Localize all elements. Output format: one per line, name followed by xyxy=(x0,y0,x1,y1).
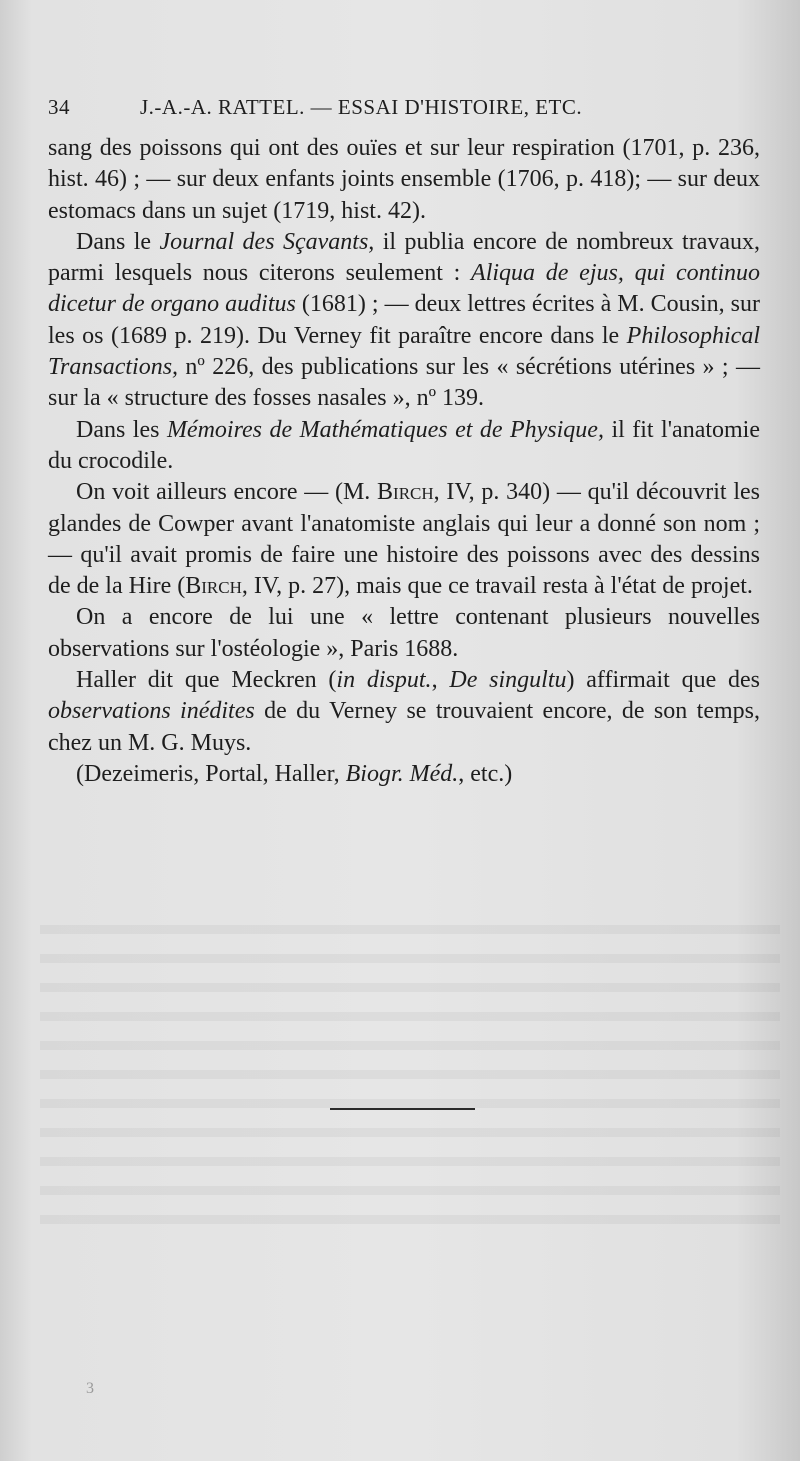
italic-text: De singultu xyxy=(449,667,567,694)
paragraph xyxy=(48,759,760,790)
show-through-texture xyxy=(40,905,780,1225)
page-header xyxy=(48,95,760,125)
text-run: IV, p. 340) — qu'il découvrit les glandes de Cowper avant l'anatomiste anglais qui leur a donné son nom ; — qu'il avait promis de faire une histoire des poissons avec des dessins de de la Hire ( xyxy=(48,479,760,600)
section-rule xyxy=(330,1108,475,1110)
italic-text: Mémoires de Mathématiques et de Physique, xyxy=(166,416,604,443)
text-run: On a encore de lui une « lettre contenant plusieurs nouvelles observations sur l'ostéologie », Paris 1688. xyxy=(48,604,760,662)
small-caps-text: Birch, xyxy=(377,479,440,506)
italic-text: Journal des Sçavants, xyxy=(159,228,375,255)
italic-text: in disput. xyxy=(336,667,432,694)
text-run: nº 226, des publications sur les « sécrétions utérines » ; — sur la « structure des fosses nasales », nº 139. xyxy=(48,354,760,412)
italic-text: Biogr. Méd. xyxy=(345,760,459,787)
paragraph xyxy=(48,133,760,227)
text-run: Dans le xyxy=(76,228,160,255)
text-run: IV, p. 27), mais que ce travail resta à l'état de projet. xyxy=(247,573,753,600)
text-run: ) affirmait que des xyxy=(566,667,761,694)
page-number: 34 xyxy=(48,95,70,119)
text-run: On voit ailleurs encore — (M. xyxy=(76,479,378,506)
text-run: , xyxy=(431,667,450,694)
paragraph xyxy=(48,477,760,602)
paragraph xyxy=(48,227,760,415)
text-run: Haller dit que Meckren ( xyxy=(76,667,337,694)
text-run: il publia encore de nombreux travaux, parmi lesquels nous citerons seulement : xyxy=(48,228,761,287)
text-run: de du Verney se trouvaient encore, de son temps, chez un M. G. Muys. xyxy=(48,698,760,756)
text-run: , etc.) xyxy=(458,760,513,787)
paragraph xyxy=(48,602,760,665)
italic-text: observations inédites xyxy=(48,698,255,725)
paragraph xyxy=(48,415,760,478)
text-run: (Dezeimeris, Portal, Haller, xyxy=(76,760,346,787)
text-run: (1681) ; — deux lettres écrites à M. Cousin, sur les os (1689 p. 219). Du Verney fit paraître encore dans le xyxy=(48,291,760,349)
text-run: sang des poissons qui ont des ouïes et sur leur respiration (1701, p. 236, hist. 46) ; — sur deux enfants joints ensemble (1706, p. 418); — sur deux estomacs dans un sujet (1719, hist. 42). xyxy=(48,135,760,224)
signature-mark: 3 xyxy=(86,1380,94,1397)
italic-text: Aliqua de ejus, qui continuo dicetur de organo auditus xyxy=(48,260,760,318)
paragraph xyxy=(48,665,760,759)
text-run: Dans les xyxy=(76,416,167,443)
small-caps-text: Birch, xyxy=(185,573,248,600)
running-head: J.-A.-A. RATTEL. — ESSAI D'HISTOIRE, ETC. xyxy=(140,95,583,119)
italic-text: Philosophical Transactions, xyxy=(48,322,760,381)
text-run: il fit l'anatomie du crocodile. xyxy=(48,416,761,474)
body-text xyxy=(48,133,760,790)
